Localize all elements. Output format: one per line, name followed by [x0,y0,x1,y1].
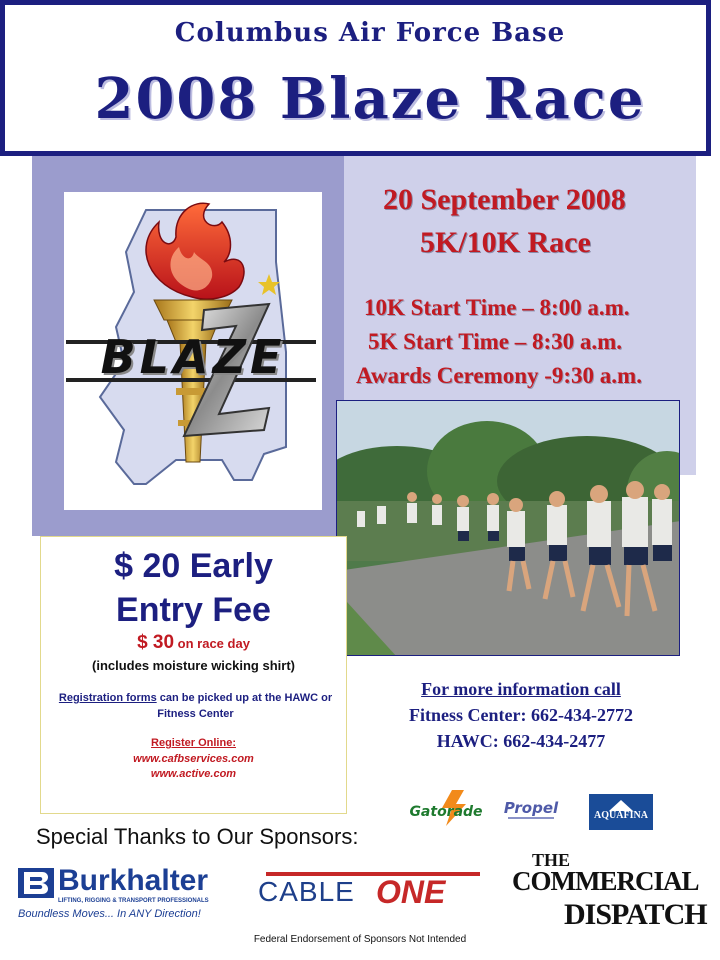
hawc-phone: HAWC: 662-434-2477 [436,731,606,751]
gatorade-logo [406,788,486,828]
burkhalter-tagline: Boundless Moves... In ANY Direction! [18,908,201,920]
awards-time: Awards Ceremony -9:30 a.m. [356,363,642,388]
register-online-label: Register Online: [151,737,236,749]
commercial-dispatch-logo [512,850,707,938]
early-fee-amount: $ 20 Early [114,547,273,585]
paper-commercial: COMMERCIAL [512,866,699,896]
base-name: Columbus Air Force Base [174,18,566,48]
aquafina-logo [589,794,653,830]
aquafina-text: AQUAFINA [594,810,648,821]
propel-logo [500,795,562,825]
start-time-10k: 10K Start Time – 8:00 a.m. [364,295,630,320]
registration-forms-label: Registration forms [58,692,157,704]
early-fee-label: Entry Fee [116,591,271,629]
logo-text: BLAZE [100,330,286,384]
disclaimer: Federal Endorsement of Sponsors Not Intended [253,934,467,945]
burkhalter-logo [18,864,228,928]
sponsors-heading: Special Thanks to Our Sponsors: [36,824,359,849]
link-active[interactable]: www.active.com [150,768,237,780]
paper-dispatch: DISPATCH [564,898,707,931]
shirt-note: (includes moisture wicking shirt) [92,658,295,673]
link-cafbservices[interactable]: www.cafbservices.com [133,753,254,765]
registration-forms-text: can be picked up at the HAWC or Fitness Center [157,692,333,720]
race-type: 5K/10K Race [420,226,591,259]
contact-heading: For more information call [421,679,621,699]
race-day-fee [40,632,347,654]
one-text: ONE [376,874,446,910]
burkhalter-subtitle: LIFTING, RIGGING & TRANSPORT PROFESSIONALS [58,898,209,904]
race-date: 20 September 2008 [383,183,626,216]
registration-info [48,690,343,722]
cable-text: CABLE [258,876,355,907]
start-time-5k: 5K Start Time – 8:30 a.m. [368,329,623,354]
mountain-icon [589,798,653,810]
burkhalter-name: Burkhalter [58,864,209,897]
fitness-center-phone: Fitness Center: 662-434-2772 [409,705,633,725]
race-day-fee-label: on race day [177,636,250,651]
burkhalter-icon [18,868,54,898]
propel-text: Propel [503,799,559,817]
paper-the: THE [532,850,571,870]
event-title: 2008 Blaze Race [94,66,646,132]
cable-one-logo [258,870,488,912]
race-day-fee-amount: $ 30 [137,632,175,653]
gatorade-text: Gatorade [409,804,483,820]
runners-photo [336,400,680,656]
